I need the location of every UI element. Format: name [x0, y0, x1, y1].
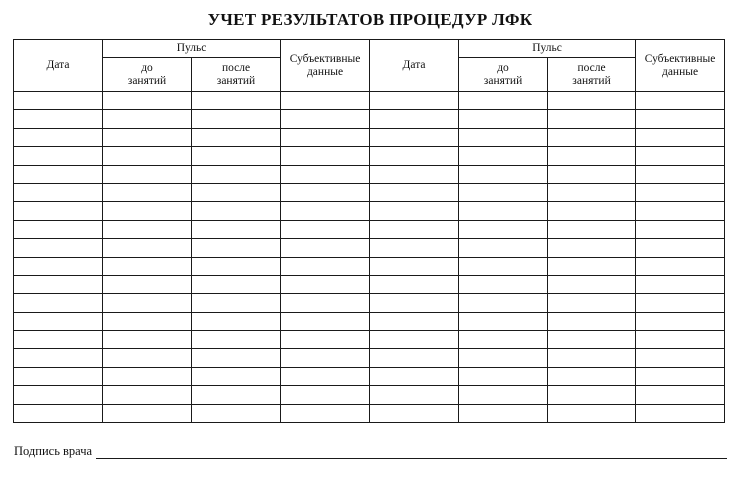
subjective-cell[interactable]: [636, 220, 725, 238]
pulse-after-cell[interactable]: [548, 110, 636, 128]
subjective-header-right-line1: Субъективные: [644, 52, 716, 65]
subjective-cell[interactable]: [636, 239, 725, 257]
date-cell[interactable]: [370, 386, 459, 404]
subjective-cell[interactable]: [281, 404, 370, 422]
pulse-after-cell[interactable]: [548, 92, 636, 110]
subjective-cell[interactable]: [281, 128, 370, 146]
pulse-after-cell[interactable]: [548, 147, 636, 165]
date-cell[interactable]: [370, 165, 459, 183]
subjective-cell[interactable]: [636, 92, 725, 110]
date-cell[interactable]: [14, 147, 103, 165]
subjective-cell[interactable]: [281, 257, 370, 275]
subjective-cell[interactable]: [636, 183, 725, 201]
date-cell[interactable]: [370, 257, 459, 275]
pulse-after-header-left: [192, 58, 281, 92]
date-cell[interactable]: [370, 294, 459, 312]
pulse-before-header-left: [103, 58, 192, 92]
pulse-after-cell[interactable]: [548, 257, 636, 275]
date-cell[interactable]: [14, 367, 103, 385]
pulse-before-header-right: [459, 58, 548, 92]
date-cell[interactable]: [14, 165, 103, 183]
pulse-before-cell[interactable]: [459, 220, 548, 238]
date-cell[interactable]: [14, 202, 103, 220]
pulse-after-cell[interactable]: [192, 312, 281, 330]
pulse-before-cell[interactable]: [103, 404, 192, 422]
pulse-after-cell[interactable]: [548, 349, 636, 367]
table-row: [14, 331, 725, 349]
date-cell[interactable]: [370, 239, 459, 257]
signature-line[interactable]: [96, 444, 727, 459]
subjective-cell[interactable]: [281, 110, 370, 128]
pulse-after-cell[interactable]: [548, 183, 636, 201]
subjective-cell[interactable]: [636, 165, 725, 183]
pulse-after-cell[interactable]: [192, 110, 281, 128]
pulse-before-cell[interactable]: [103, 257, 192, 275]
pulse-after-cell[interactable]: [548, 128, 636, 146]
table-row: [14, 312, 725, 330]
subjective-cell[interactable]: [636, 386, 725, 404]
pulse-after-cell[interactable]: [192, 275, 281, 293]
pulse-after-cell[interactable]: [192, 147, 281, 165]
date-cell[interactable]: [370, 275, 459, 293]
pulse-before-cell[interactable]: [103, 312, 192, 330]
subjective-cell[interactable]: [281, 183, 370, 201]
subjective-cell[interactable]: [281, 275, 370, 293]
pulse-after-cell[interactable]: [192, 349, 281, 367]
pulse-before-cell[interactable]: [459, 165, 548, 183]
pulse-before-cell[interactable]: [103, 128, 192, 146]
pulse-header-right: Пульс: [459, 40, 636, 58]
pulse-before-cell[interactable]: [103, 331, 192, 349]
pulse-before-cell[interactable]: [459, 331, 548, 349]
subjective-cell[interactable]: [281, 92, 370, 110]
subjective-cell[interactable]: [636, 147, 725, 165]
date-cell[interactable]: [14, 110, 103, 128]
pulse-after-cell[interactable]: [548, 331, 636, 349]
table-row: [14, 239, 725, 257]
pulse-before-cell[interactable]: [103, 183, 192, 201]
pulse-after-cell[interactable]: [192, 404, 281, 422]
subjective-cell[interactable]: [636, 367, 725, 385]
date-cell[interactable]: [14, 92, 103, 110]
pulse-after-cell[interactable]: [192, 183, 281, 201]
pulse-after-cell[interactable]: [192, 331, 281, 349]
pulse-before-left-line2: занятий: [127, 74, 167, 87]
pulse-before-cell[interactable]: [459, 275, 548, 293]
date-cell[interactable]: [370, 147, 459, 165]
date-cell[interactable]: [370, 92, 459, 110]
pulse-before-cell[interactable]: [103, 367, 192, 385]
subjective-cell[interactable]: [281, 147, 370, 165]
pulse-before-cell[interactable]: [103, 294, 192, 312]
subjective-header-right-line2: данные: [661, 65, 699, 78]
date-cell[interactable]: [14, 294, 103, 312]
subjective-cell[interactable]: [281, 367, 370, 385]
table-body: [14, 92, 725, 423]
date-cell[interactable]: [370, 202, 459, 220]
subjective-cell[interactable]: [636, 275, 725, 293]
subjective-cell[interactable]: [636, 331, 725, 349]
pulse-before-cell[interactable]: [459, 404, 548, 422]
pulse-after-cell[interactable]: [192, 128, 281, 146]
subjective-cell[interactable]: [281, 312, 370, 330]
subjective-cell[interactable]: [636, 202, 725, 220]
pulse-after-cell[interactable]: [192, 220, 281, 238]
table-row: [14, 294, 725, 312]
table-row: [14, 404, 725, 422]
pulse-after-cell[interactable]: [548, 404, 636, 422]
pulse-after-cell[interactable]: [192, 294, 281, 312]
pulse-after-cell[interactable]: [548, 294, 636, 312]
subjective-cell[interactable]: [281, 220, 370, 238]
table-row: [14, 165, 725, 183]
table-row: [14, 183, 725, 201]
pulse-before-cell[interactable]: [459, 386, 548, 404]
date-header-left: Дата: [14, 40, 103, 92]
date-cell[interactable]: [370, 349, 459, 367]
pulse-after-cell[interactable]: [192, 257, 281, 275]
pulse-before-cell[interactable]: [459, 147, 548, 165]
pulse-before-cell[interactable]: [103, 349, 192, 367]
subjective-cell[interactable]: [281, 202, 370, 220]
date-cell[interactable]: [370, 128, 459, 146]
date-cell[interactable]: [370, 331, 459, 349]
date-cell[interactable]: [14, 404, 103, 422]
date-cell[interactable]: [370, 312, 459, 330]
subjective-cell[interactable]: [281, 294, 370, 312]
table-row: [14, 257, 725, 275]
table-row: [14, 349, 725, 367]
pulse-before-cell[interactable]: [103, 386, 192, 404]
form-title: УЧЕТ РЕЗУЛЬТАТОВ ПРОЦЕДУР ЛФК: [207, 10, 533, 29]
table-row: [14, 110, 725, 128]
pulse-after-cell[interactable]: [548, 220, 636, 238]
date-cell[interactable]: [370, 183, 459, 201]
pulse-before-cell[interactable]: [103, 239, 192, 257]
subjective-header-left-line2: данные: [306, 65, 344, 78]
pulse-before-cell[interactable]: [459, 92, 548, 110]
pulse-after-cell[interactable]: [192, 92, 281, 110]
subjective-cell[interactable]: [281, 349, 370, 367]
pulse-before-cell[interactable]: [103, 147, 192, 165]
pulse-before-right-line2: занятий: [483, 74, 523, 87]
doctor-signature-area: [14, 444, 727, 459]
subjective-header-left: [281, 40, 370, 92]
subjective-cell[interactable]: [636, 294, 725, 312]
pulse-before-cell[interactable]: [459, 202, 548, 220]
subjective-header-right: [636, 40, 725, 92]
pulse-after-cell[interactable]: [548, 367, 636, 385]
pulse-after-cell[interactable]: [192, 239, 281, 257]
date-cell[interactable]: [14, 349, 103, 367]
table-row: [14, 147, 725, 165]
subjective-cell[interactable]: [636, 128, 725, 146]
pulse-before-cell[interactable]: [459, 312, 548, 330]
signature-label: Подпись врача: [14, 444, 93, 458]
pulse-after-cell[interactable]: [192, 165, 281, 183]
pulse-after-header-right: [548, 58, 636, 92]
pulse-before-cell[interactable]: [459, 257, 548, 275]
pulse-before-cell[interactable]: [103, 275, 192, 293]
pulse-before-cell[interactable]: [459, 110, 548, 128]
pulse-before-cell[interactable]: [103, 165, 192, 183]
subjective-cell[interactable]: [281, 239, 370, 257]
date-cell[interactable]: [14, 220, 103, 238]
pulse-before-cell[interactable]: [459, 128, 548, 146]
subjective-cell[interactable]: [281, 386, 370, 404]
date-cell[interactable]: [14, 128, 103, 146]
subjective-header-left-line1: Субъективные: [289, 52, 361, 65]
table-row: [14, 367, 725, 385]
date-header-right: Дата: [370, 40, 459, 92]
pulse-before-cell[interactable]: [459, 239, 548, 257]
pulse-after-right-line2: занятий: [572, 74, 611, 87]
table-row: [14, 220, 725, 238]
subjective-cell[interactable]: [636, 312, 725, 330]
pulse-after-cell[interactable]: [548, 275, 636, 293]
pulse-after-left-line2: занятий: [216, 74, 256, 87]
date-cell[interactable]: [370, 404, 459, 422]
pulse-before-cell[interactable]: [459, 349, 548, 367]
pulse-before-cell[interactable]: [459, 183, 548, 201]
pulse-after-right-line1: после: [577, 61, 606, 74]
date-cell[interactable]: [14, 183, 103, 201]
table-row: [14, 386, 725, 404]
pulse-before-cell[interactable]: [103, 202, 192, 220]
table-row: [14, 128, 725, 146]
subjective-cell[interactable]: [636, 349, 725, 367]
date-cell[interactable]: [370, 220, 459, 238]
subjective-cell[interactable]: [281, 165, 370, 183]
pulse-before-cell[interactable]: [103, 220, 192, 238]
pulse-before-cell[interactable]: [459, 294, 548, 312]
pulse-before-right-line1: до: [497, 61, 509, 74]
pulse-after-cell[interactable]: [548, 165, 636, 183]
pulse-before-cell[interactable]: [459, 367, 548, 385]
date-cell[interactable]: [370, 110, 459, 128]
pulse-after-cell[interactable]: [548, 312, 636, 330]
pulse-before-cell[interactable]: [103, 110, 192, 128]
date-cell[interactable]: [14, 239, 103, 257]
date-cell[interactable]: [370, 367, 459, 385]
pulse-before-cell[interactable]: [103, 92, 192, 110]
date-cell[interactable]: [14, 331, 103, 349]
pulse-header-left: Пульс: [103, 40, 281, 58]
date-cell[interactable]: [14, 257, 103, 275]
pulse-after-left-line1: после: [221, 61, 251, 74]
table-row: [14, 275, 725, 293]
table-row: [14, 92, 725, 110]
table-row: [14, 202, 725, 220]
table-header-row: [14, 40, 725, 58]
date-cell[interactable]: [14, 312, 103, 330]
pulse-after-cell[interactable]: [192, 386, 281, 404]
subjective-cell[interactable]: [636, 110, 725, 128]
pulse-after-cell[interactable]: [192, 367, 281, 385]
pulse-after-cell[interactable]: [548, 202, 636, 220]
pulse-after-cell[interactable]: [548, 386, 636, 404]
subjective-cell[interactable]: [636, 404, 725, 422]
pulse-after-cell[interactable]: [192, 202, 281, 220]
pulse-before-left-line1: до: [141, 61, 153, 74]
date-cell[interactable]: [14, 275, 103, 293]
pulse-after-cell[interactable]: [548, 239, 636, 257]
subjective-cell[interactable]: [636, 257, 725, 275]
date-cell[interactable]: [14, 386, 103, 404]
subjective-cell[interactable]: [281, 331, 370, 349]
lfk-results-table: [13, 39, 725, 423]
